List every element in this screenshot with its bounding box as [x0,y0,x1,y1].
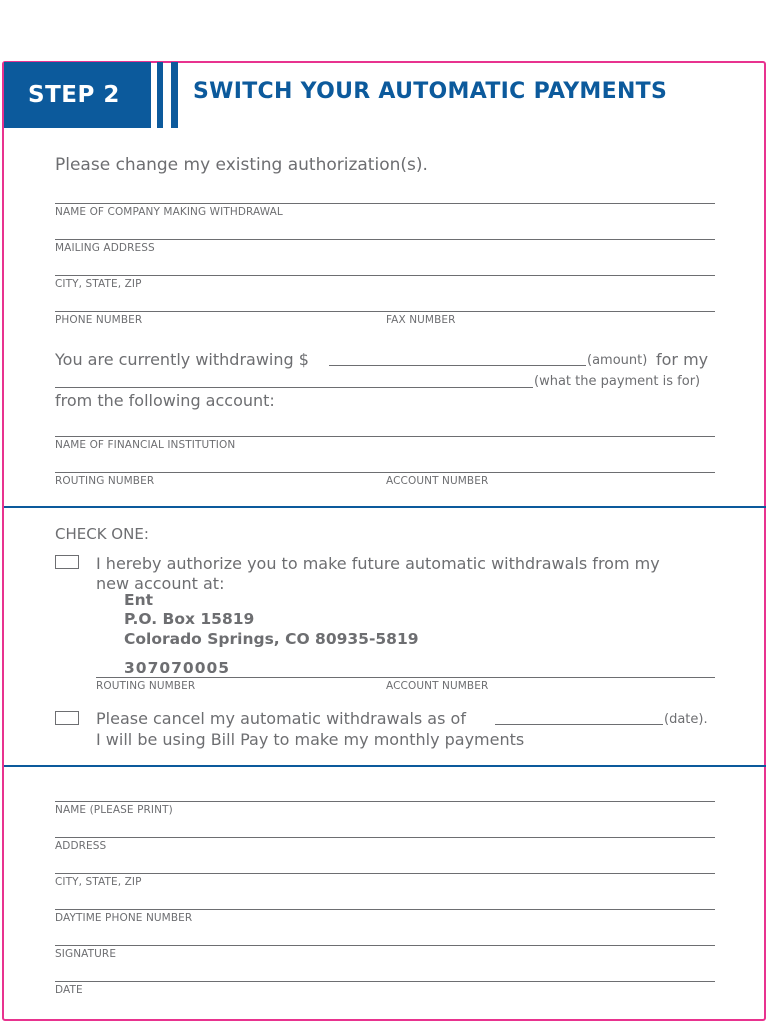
cancel-text-line2: I will be using Bill Pay to make my monthly payments [96,730,525,749]
city-state-zip-field[interactable] [55,275,715,276]
new-routing-account-field[interactable] [96,677,715,678]
org-city: Colorado Springs, CO 80935-5819 [124,630,419,648]
check-one-heading: CHECK ONE: [55,525,149,543]
signature-field[interactable] [55,945,715,946]
name-label: NAME (PLEASE PRINT) [55,804,173,816]
fax-label: FAX NUMBER [386,314,456,326]
date-label: DATE [55,984,83,996]
section-divider-1 [4,506,766,508]
for-my-text: for my [656,350,709,369]
cancel-date-label: (date). [664,712,708,727]
mailing-address-label: MAILING ADDRESS [55,242,155,254]
company-field[interactable] [55,203,715,204]
routing-label: ROUTING NUMBER [55,475,155,487]
phone-label: PHONE NUMBER [55,314,143,326]
payment-for-label: (what the payment is for) [534,374,701,389]
cancel-date-field[interactable] [495,724,663,725]
company-label: NAME OF COMPANY MAKING WITHDRAWAL [55,206,283,218]
section-divider-2 [4,765,766,767]
daytime-phone-label: DAYTIME PHONE NUMBER [55,912,193,924]
routing-account-field[interactable] [55,472,715,473]
amount-label: (amount) [587,353,648,368]
amount-field[interactable] [329,365,586,366]
account-label: ACCOUNT NUMBER [386,475,489,487]
new-account-label: ACCOUNT NUMBER [386,680,489,692]
withdraw-text: You are currently withdrawing $ [55,350,309,369]
step-badge: STEP 2 [4,62,151,128]
from-account-text: from the following account: [55,391,275,410]
address-label: ADDRESS [55,840,107,852]
signature-label: SIGNATURE [55,948,117,960]
name-field[interactable] [55,801,715,802]
cancel-checkbox[interactable] [55,711,79,725]
header-bar-1 [157,62,163,128]
member-city-state-zip-label: CITY, STATE, ZIP [55,876,142,888]
routing-number-value: 307070005 [124,659,231,677]
institution-field[interactable] [55,436,715,437]
org-name: Ent [124,591,154,609]
authorize-checkbox[interactable] [55,555,79,569]
authorize-text-line1: I hereby authorize you to make future automatic withdrawals from my [96,554,660,573]
payment-for-field[interactable] [55,387,533,388]
address-field[interactable] [55,837,715,838]
form-title: SWITCH YOUR AUTOMATIC PAYMENTS [193,79,668,104]
phone-fax-field[interactable] [55,311,715,312]
daytime-phone-field[interactable] [55,909,715,910]
member-city-state-zip-field[interactable] [55,873,715,874]
cancel-text-line1: Please cancel my automatic withdrawals as of [96,709,466,728]
header-bar-2 [171,62,178,128]
new-routing-label: ROUTING NUMBER [96,680,196,692]
city-state-zip-label: CITY, STATE, ZIP [55,278,142,290]
org-po-box: P.O. Box 15819 [124,610,255,628]
mailing-address-field[interactable] [55,239,715,240]
date-field[interactable] [55,981,715,982]
authorize-text-line2: new account at: [96,574,225,593]
intro-text: Please change my existing authorization(s). [55,155,428,175]
institution-label: NAME OF FINANCIAL INSTITUTION [55,439,236,451]
